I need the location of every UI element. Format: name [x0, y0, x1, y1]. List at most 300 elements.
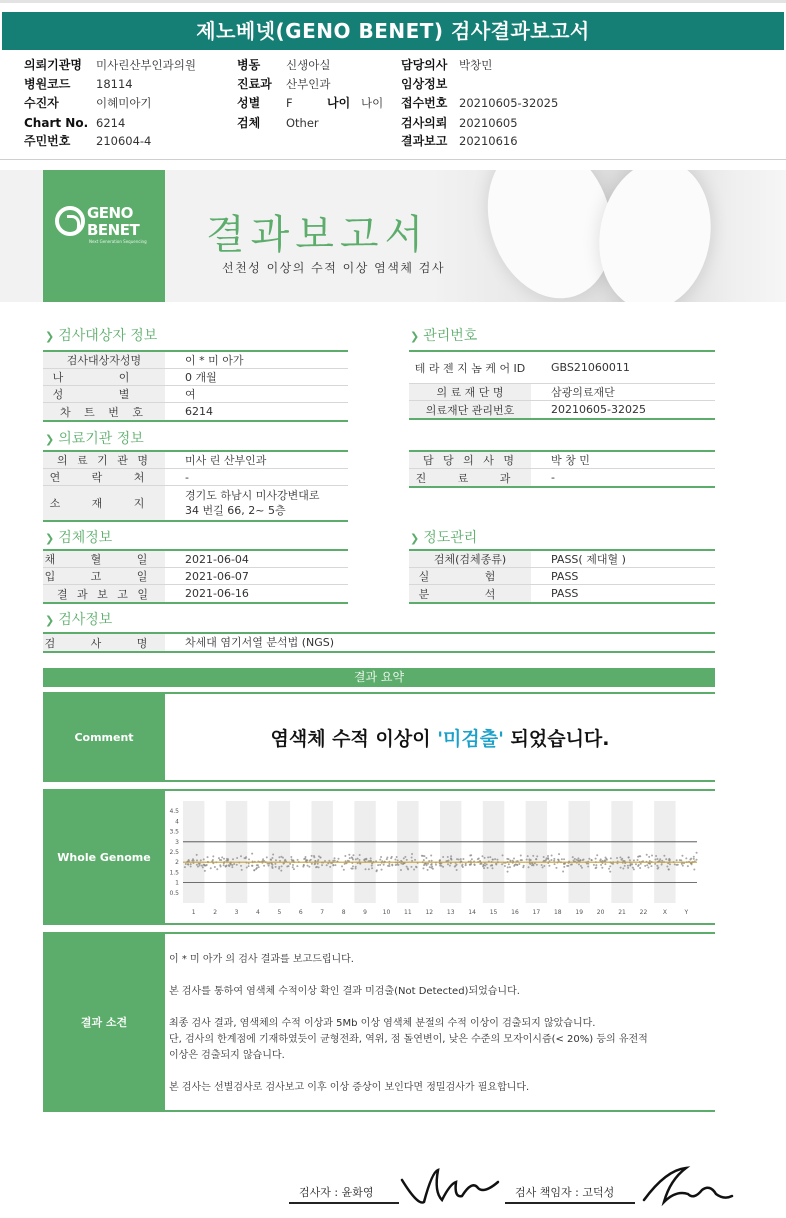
data-point	[297, 859, 299, 861]
data-point	[343, 869, 345, 871]
section-heading-institution: ❯ 의료기관 정보	[45, 431, 144, 447]
data-point	[210, 867, 212, 869]
data-point	[627, 865, 629, 867]
data-point	[248, 865, 250, 867]
management-table	[409, 350, 715, 420]
data-point	[600, 864, 602, 866]
data-point	[350, 867, 352, 869]
finding-line: 본 검사는 선별검사로 검사보고 이후 이상 증상이 보인다면 정밀검사가 필요합니다.	[169, 1082, 530, 1093]
data-point	[521, 859, 523, 861]
data-point	[359, 859, 361, 861]
logo-tagline: Next Generation Sequencing	[89, 239, 147, 244]
data-point	[352, 854, 354, 856]
chromosome-band	[354, 801, 375, 903]
data-point	[236, 857, 238, 859]
section-heading-management: ❯ 관리번호	[410, 328, 478, 344]
data-point	[601, 867, 603, 869]
data-point	[318, 866, 320, 868]
x-tick-label: 4	[256, 909, 260, 916]
meta-row: 의뢰기관명 미사린산부인과의원	[24, 58, 196, 72]
data-point	[400, 869, 402, 871]
data-point	[554, 863, 556, 865]
data-point	[310, 859, 312, 861]
data-point	[416, 866, 418, 868]
data-point	[507, 871, 509, 873]
data-point	[527, 855, 529, 857]
meta-info	[0, 48, 786, 160]
data-point	[344, 855, 346, 857]
data-point	[406, 866, 408, 868]
data-point	[422, 867, 424, 869]
data-point	[248, 858, 250, 860]
data-point	[190, 863, 192, 865]
data-point	[332, 864, 334, 866]
data-point	[357, 858, 359, 860]
data-point	[236, 864, 238, 866]
data-point	[348, 854, 350, 856]
data-point	[605, 858, 607, 860]
data-point	[425, 863, 427, 865]
data-point	[196, 854, 198, 856]
data-point	[292, 864, 294, 866]
data-point	[622, 867, 624, 869]
data-point	[315, 866, 317, 868]
data-point	[296, 865, 298, 867]
y-tick-label: 2	[175, 859, 179, 867]
data-point	[240, 855, 242, 857]
data-point	[280, 870, 282, 872]
chromosome-band	[269, 801, 290, 903]
chromosome-band	[611, 801, 632, 903]
data-point	[690, 858, 692, 860]
data-point	[430, 864, 432, 866]
institution-doctor-table	[409, 450, 715, 488]
data-point	[256, 867, 258, 869]
x-tick-label: 18	[553, 909, 562, 916]
data-point	[263, 865, 265, 867]
data-point	[275, 859, 277, 861]
data-point	[489, 856, 491, 858]
data-point	[338, 858, 340, 860]
data-point	[547, 857, 549, 859]
meta-row: 병원코드 18114	[24, 77, 133, 91]
data-point	[687, 865, 689, 867]
logo-text: GENO	[87, 204, 133, 222]
data-point	[665, 858, 667, 860]
data-point	[447, 856, 449, 858]
chromosome-band	[440, 801, 461, 903]
data-point	[271, 866, 273, 868]
data-point	[187, 863, 189, 865]
data-point	[430, 854, 432, 856]
data-point	[188, 859, 190, 861]
data-point	[580, 865, 582, 867]
data-point	[529, 863, 531, 865]
data-point	[268, 865, 270, 867]
data-point	[287, 865, 289, 867]
data-point	[616, 857, 618, 859]
data-point	[646, 864, 648, 866]
x-tick-label: 22	[639, 909, 648, 916]
data-point	[639, 867, 641, 869]
finding-line: 단, 검사의 한계점에 기재하였듯이 균형전좌, 역위, 점 돌연변이, 낮은 수준의 모자이시즘(< 20%) 등의 유전적	[169, 1034, 648, 1045]
data-point	[492, 859, 494, 861]
data-point	[403, 857, 405, 859]
y-tick-label: 4	[175, 818, 179, 826]
table-row: 의 료 기 관 명 미사 린 산부인과	[43, 452, 348, 469]
data-point	[271, 857, 273, 859]
meta-row-age: 나이 나이	[327, 96, 384, 110]
y-tick-label: 4.5	[169, 808, 179, 816]
data-point	[364, 858, 366, 860]
data-point	[509, 860, 511, 862]
data-point	[442, 866, 444, 868]
meta-row: 주민번호 210604-4	[24, 134, 152, 148]
chromosome-band	[569, 801, 590, 903]
x-tick-label: 11	[404, 909, 412, 916]
data-point	[520, 855, 522, 857]
data-point	[307, 865, 309, 867]
data-point	[668, 859, 670, 861]
data-point	[654, 859, 656, 861]
data-point	[631, 863, 633, 865]
data-point	[203, 858, 205, 860]
chromosome-band	[483, 801, 504, 903]
data-point	[620, 867, 622, 869]
chromosome-band	[226, 801, 247, 903]
table-row: 소 재 지 경기도 하남시 미사강변대로 34 번길 66, 2~ 5층	[43, 486, 348, 520]
chevron-right-icon: ❯	[45, 532, 55, 545]
data-point	[543, 856, 545, 858]
data-point	[344, 863, 346, 865]
data-point	[570, 864, 572, 866]
data-point	[386, 857, 388, 859]
data-point	[669, 863, 671, 865]
data-point	[351, 857, 353, 859]
x-tick-label: 14	[468, 909, 476, 916]
data-point	[318, 855, 320, 857]
data-point	[283, 863, 285, 865]
data-point	[518, 863, 520, 865]
data-point	[693, 869, 695, 871]
data-point	[406, 859, 408, 861]
data-point	[365, 868, 367, 870]
data-point	[591, 859, 593, 861]
data-point	[696, 859, 698, 861]
data-point	[553, 860, 555, 862]
data-point	[577, 857, 579, 859]
whole-genome-label: Whole Genome	[43, 789, 165, 925]
meta-row: 결과보고 20210616	[401, 134, 518, 148]
data-point	[317, 863, 319, 865]
data-point	[462, 858, 464, 860]
data-point	[484, 857, 486, 859]
data-point	[204, 870, 206, 872]
data-point	[251, 865, 253, 867]
data-point	[204, 864, 206, 866]
data-point	[633, 859, 635, 861]
x-tick-label: 6	[298, 909, 303, 916]
data-point	[535, 858, 537, 860]
data-point	[185, 863, 187, 865]
data-point	[572, 856, 574, 858]
data-point	[248, 863, 250, 865]
data-point	[431, 865, 433, 867]
finding-line: 최종 검사 결과, 염색체의 수적 이상과 5Mb 이상 염색체 분절의 수적 이상이 검출되지 않았습니다.	[169, 1018, 596, 1029]
data-point	[487, 867, 489, 869]
data-point	[370, 857, 372, 859]
data-point	[587, 863, 589, 865]
meta-row: 수진자 이혜미아기	[24, 96, 152, 110]
data-point	[241, 869, 243, 871]
chromosome-band	[526, 801, 547, 903]
data-point	[668, 869, 670, 871]
data-point	[212, 855, 214, 857]
section-heading-test: ❯ 검사정보	[45, 612, 113, 628]
x-tick-label: 5	[277, 909, 282, 916]
test-table	[43, 632, 715, 653]
table-row: 연 락 처 -	[43, 469, 348, 486]
chevron-right-icon: ❯	[410, 532, 420, 545]
data-point	[661, 864, 663, 866]
data-point	[349, 857, 351, 859]
table-row: 검사대상자성명 이 * 미 아가	[43, 352, 348, 369]
data-point	[465, 864, 467, 866]
data-point	[347, 860, 349, 862]
data-point	[595, 867, 597, 869]
x-tick-label: 13	[446, 909, 455, 916]
meta-row: 성별 F	[237, 96, 293, 110]
table-row: 실 험 PASS	[409, 568, 715, 585]
data-point	[317, 859, 319, 861]
data-point	[427, 869, 429, 871]
data-point	[184, 866, 186, 868]
data-point	[681, 855, 683, 857]
meta-row: 임상정보	[401, 77, 448, 91]
data-point	[207, 856, 209, 858]
data-point	[508, 863, 510, 865]
data-point	[379, 859, 381, 861]
data-point	[609, 865, 611, 867]
y-tick-label: 1	[175, 879, 179, 887]
data-point	[547, 855, 549, 857]
data-point	[227, 859, 229, 861]
data-point	[640, 863, 642, 865]
data-point	[624, 865, 626, 867]
data-point	[656, 865, 658, 867]
meta-row: 담당의사 박창민	[401, 58, 493, 72]
data-point	[377, 864, 379, 866]
data-point	[268, 863, 270, 865]
data-point	[659, 858, 661, 860]
table-row: 의 료 재 단 명 삼광의료재단	[409, 384, 715, 401]
data-point	[253, 869, 255, 871]
data-point	[251, 853, 253, 855]
chevron-right-icon: ❯	[45, 433, 55, 446]
data-point	[290, 856, 292, 858]
data-point	[627, 867, 629, 869]
data-point	[414, 859, 416, 861]
data-point	[411, 853, 413, 855]
data-point	[262, 858, 264, 860]
data-point	[495, 863, 497, 865]
company-logo	[43, 170, 165, 302]
report-header	[0, 0, 786, 48]
data-point	[280, 856, 282, 858]
institution-table	[43, 450, 348, 522]
y-tick-label: 2.5	[169, 849, 179, 856]
tester-signature	[398, 1162, 504, 1212]
x-tick-label: 17	[532, 909, 541, 916]
subject-table	[43, 350, 348, 422]
finding-line: 이 * 미 아가 의 검사 결과를 보고드립니다.	[169, 954, 354, 965]
data-point	[548, 865, 550, 867]
x-tick-label: 9	[363, 909, 367, 916]
data-point	[541, 864, 543, 866]
data-point	[647, 866, 649, 868]
section-heading-specimen: ❯ 검체정보	[45, 530, 113, 546]
data-point	[506, 858, 508, 860]
meta-row: 병동 신생아실	[237, 58, 331, 72]
data-point	[313, 855, 315, 857]
data-point	[596, 854, 598, 856]
chromosome-band	[654, 801, 675, 903]
data-point	[266, 856, 268, 858]
data-point	[469, 854, 471, 856]
data-point	[435, 864, 437, 866]
data-point	[379, 864, 381, 866]
data-point	[439, 859, 441, 861]
foot-shape	[588, 170, 722, 302]
data-point	[595, 864, 597, 866]
data-point	[397, 859, 399, 861]
logo-text: BENET	[87, 221, 140, 239]
data-point	[244, 857, 246, 859]
data-point	[411, 860, 413, 862]
data-point	[563, 863, 565, 865]
data-point	[368, 868, 370, 870]
meta-row: 접수번호 20210605-32025	[401, 96, 559, 110]
data-point	[609, 871, 611, 873]
data-point	[328, 860, 330, 862]
data-point	[388, 865, 390, 867]
whole-genome-box	[165, 789, 715, 925]
x-tick-label: 20	[596, 909, 605, 916]
data-point	[202, 866, 204, 868]
data-point	[311, 855, 313, 857]
data-point	[246, 867, 248, 869]
data-point	[292, 866, 294, 868]
data-point	[456, 869, 458, 871]
table-row: 나 이 0 개월	[43, 369, 348, 386]
data-point	[216, 868, 218, 870]
data-point	[532, 863, 534, 865]
x-tick-label: 21	[618, 909, 626, 916]
data-point	[693, 858, 695, 860]
data-point	[578, 863, 580, 865]
data-point	[355, 867, 357, 869]
data-point	[427, 863, 429, 865]
data-point	[693, 856, 695, 858]
chromosome-band	[183, 801, 204, 903]
data-point	[355, 858, 357, 860]
data-point	[321, 864, 323, 866]
data-point	[654, 863, 656, 865]
data-point	[491, 864, 493, 866]
data-point	[274, 863, 276, 865]
data-point	[588, 858, 590, 860]
data-point	[685, 857, 687, 859]
data-point	[680, 859, 682, 861]
data-point	[391, 864, 393, 866]
table-row: 결 과 보 고 일 2021-06-16	[43, 585, 348, 602]
x-tick-label: 2	[213, 909, 218, 916]
data-point	[561, 858, 563, 860]
report-title: 결과보고서	[206, 212, 430, 258]
data-point	[212, 859, 214, 861]
data-point	[225, 865, 227, 867]
data-point	[595, 858, 597, 860]
summary-bar: 결과 요약	[43, 668, 715, 687]
data-point	[483, 867, 485, 869]
data-point	[383, 864, 385, 866]
data-point	[376, 870, 378, 872]
data-point	[558, 853, 560, 855]
data-point	[608, 868, 610, 870]
table-row: 입 고 일 2021-06-07	[43, 568, 348, 585]
data-point	[407, 867, 409, 869]
data-point	[308, 866, 310, 868]
data-point	[553, 858, 555, 860]
data-point	[562, 871, 564, 873]
data-point	[200, 859, 202, 861]
genobenet-logo-icon	[55, 206, 85, 236]
data-point	[474, 864, 476, 866]
data-point	[563, 866, 565, 868]
data-point	[628, 856, 630, 858]
data-point	[228, 864, 230, 866]
data-point	[278, 868, 280, 870]
x-tick-label: 10	[382, 909, 391, 916]
data-point	[542, 866, 544, 868]
data-point	[305, 859, 307, 861]
data-point	[396, 864, 398, 866]
data-point	[334, 860, 336, 862]
chromosome-band	[312, 801, 333, 903]
data-point	[650, 865, 652, 867]
data-point	[214, 866, 216, 868]
data-point	[593, 864, 595, 866]
data-point	[448, 859, 450, 861]
data-point	[431, 860, 433, 862]
data-point	[602, 860, 604, 862]
x-tick-label: Y	[684, 909, 689, 916]
data-point	[258, 866, 260, 868]
data-point	[371, 863, 373, 865]
data-point	[413, 869, 415, 871]
data-point	[604, 863, 606, 865]
data-point	[219, 859, 221, 861]
meta-row: Chart No. 6214	[24, 116, 126, 130]
data-point	[371, 867, 373, 869]
data-point	[492, 867, 494, 869]
data-point	[219, 864, 221, 866]
data-point	[352, 865, 354, 867]
data-point	[314, 863, 316, 865]
chevron-right-icon: ❯	[410, 330, 420, 343]
data-point	[494, 858, 496, 860]
data-point	[677, 864, 679, 866]
